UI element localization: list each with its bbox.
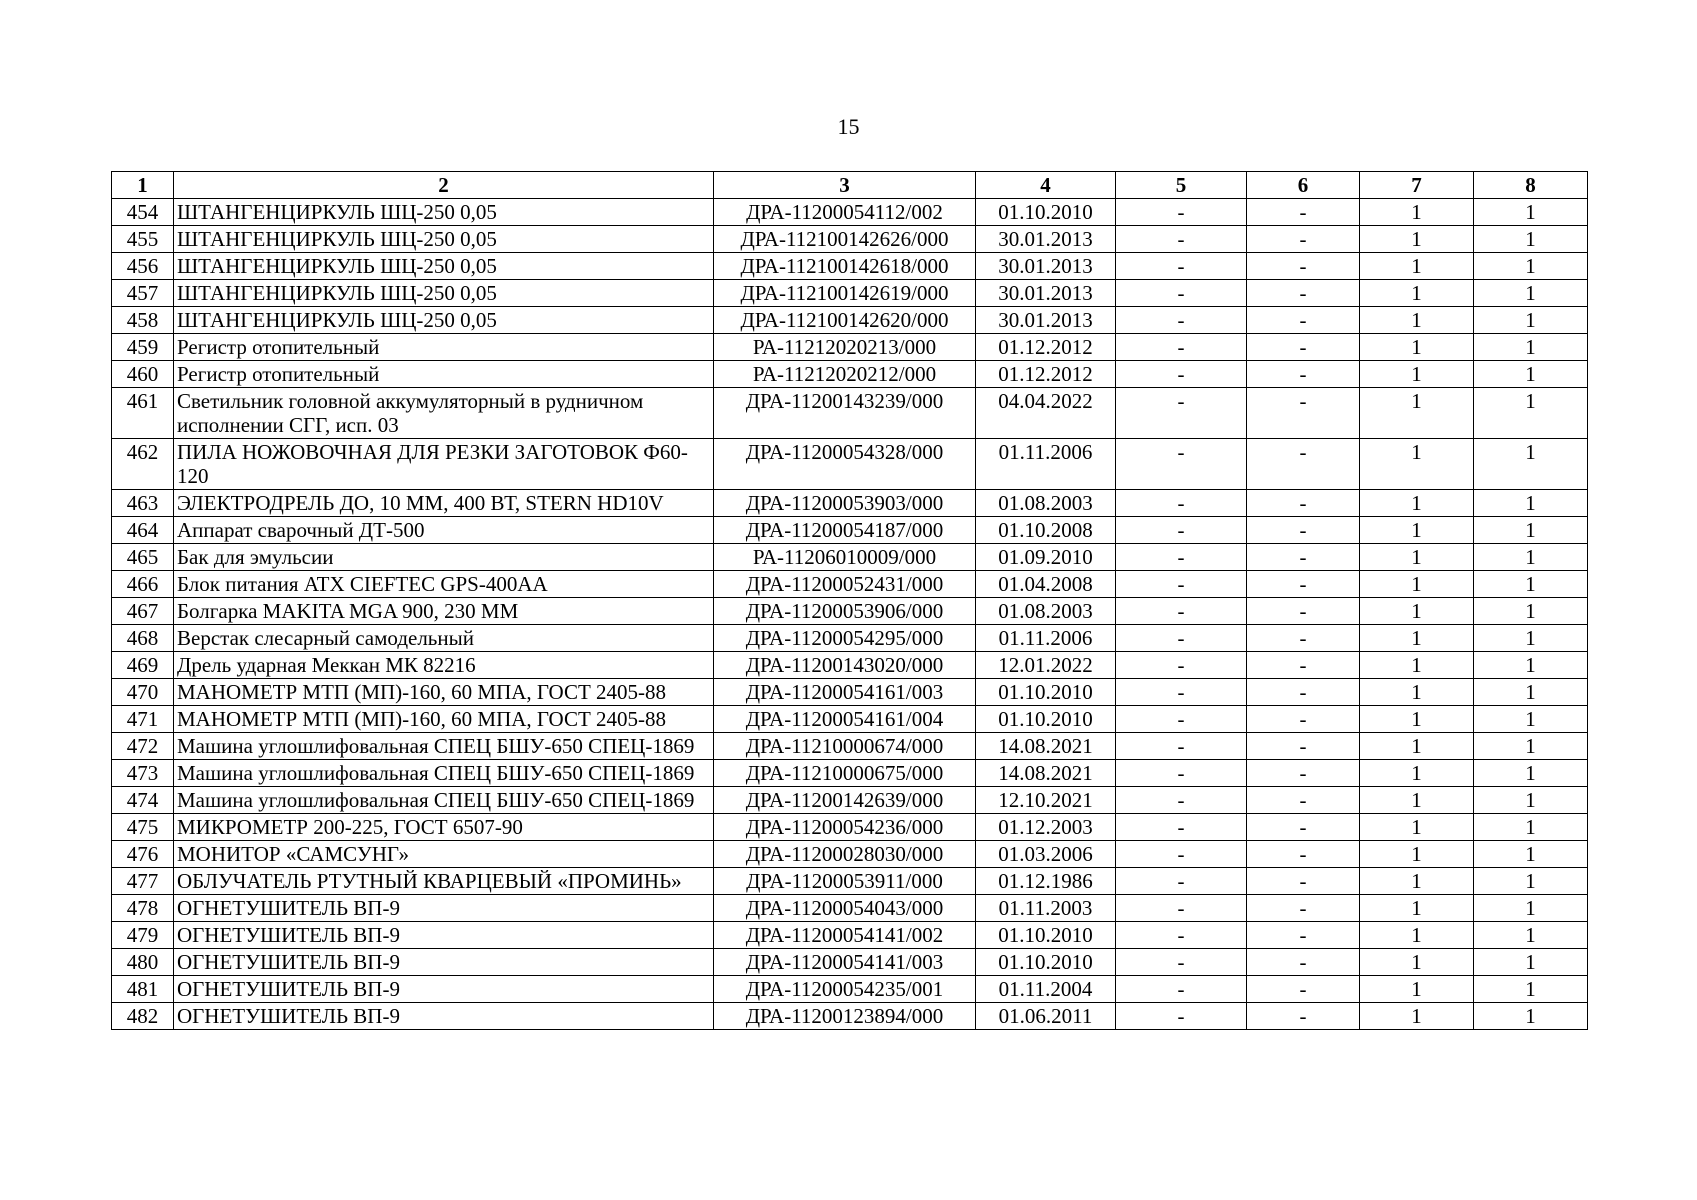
date-cell: 01.11.2004 [976,976,1116,1003]
item-name-cell: Светильник головной аккумуляторный в рудничном исполнении СГГ, исп. 03 [174,388,714,439]
column-7-cell: 1 [1360,280,1474,307]
column-5-cell: - [1116,253,1247,280]
column-8-cell: 1 [1474,490,1588,517]
column-6-cell: - [1247,922,1360,949]
inventory-code-cell: ДРА-11200053903/000 [714,490,976,517]
date-cell: 12.01.2022 [976,652,1116,679]
column-header: 3 [714,172,976,199]
column-6-cell: - [1247,814,1360,841]
column-6-cell: - [1247,307,1360,334]
column-5-cell: - [1116,922,1247,949]
row-number-cell: 460 [112,361,174,388]
column-8-cell: 1 [1474,652,1588,679]
item-name-cell: ПИЛА НОЖОВОЧНАЯ ДЛЯ РЕЗКИ ЗАГОТОВОК Ф60-120 [174,439,714,490]
column-7-cell: 1 [1360,841,1474,868]
date-cell: 01.12.2012 [976,334,1116,361]
header-row [112,172,1588,199]
column-header: 8 [1474,172,1588,199]
column-6-cell: - [1247,1003,1360,1030]
table-row [112,517,1588,544]
date-cell: 01.10.2010 [976,706,1116,733]
column-5-cell: - [1116,226,1247,253]
item-name-cell: ШТАНГЕНЦИРКУЛЬ ШЦ-250 0,05 [174,253,714,280]
column-5-cell: - [1116,652,1247,679]
date-cell: 12.10.2021 [976,787,1116,814]
column-8-cell: 1 [1474,760,1588,787]
item-name-cell: Машина углошлифовальная СПЕЦ БШУ-650 СПЕЦ-1869 [174,787,714,814]
date-cell: 01.09.2010 [976,544,1116,571]
column-7-cell: 1 [1360,787,1474,814]
column-header: 6 [1247,172,1360,199]
column-7-cell: 1 [1360,598,1474,625]
column-5-cell: - [1116,895,1247,922]
date-cell: 30.01.2013 [976,280,1116,307]
date-cell: 30.01.2013 [976,226,1116,253]
table-row [112,1003,1588,1030]
row-number-cell: 469 [112,652,174,679]
inventory-code-cell: ДРА-11200054236/000 [714,814,976,841]
date-cell: 01.08.2003 [976,598,1116,625]
column-header: 7 [1360,172,1474,199]
table-row [112,760,1588,787]
column-7-cell: 1 [1360,949,1474,976]
table-row [112,652,1588,679]
inventory-code-cell: ДРА-11200028030/000 [714,841,976,868]
date-cell: 01.04.2008 [976,571,1116,598]
inventory-code-cell: ДРА-11210000675/000 [714,760,976,787]
column-6-cell: - [1247,787,1360,814]
date-cell: 01.08.2003 [976,490,1116,517]
register-table [111,171,1588,1030]
column-5-cell: - [1116,361,1247,388]
table-row [112,868,1588,895]
column-7-cell: 1 [1360,307,1474,334]
column-8-cell: 1 [1474,1003,1588,1030]
row-number-cell: 471 [112,706,174,733]
row-number-cell: 463 [112,490,174,517]
column-7-cell: 1 [1360,922,1474,949]
item-name-cell: МОНИТОР «САМСУНГ» [174,841,714,868]
column-5-cell: - [1116,976,1247,1003]
date-cell: 01.03.2006 [976,841,1116,868]
table-row [112,253,1588,280]
column-6-cell: - [1247,652,1360,679]
inventory-code-cell: ДРА-11200142639/000 [714,787,976,814]
column-6-cell: - [1247,733,1360,760]
item-name-cell: Верстак слесарный самодельный [174,625,714,652]
date-cell: 01.10.2010 [976,949,1116,976]
item-name-cell: МАНОМЕТР МТП (МП)-160, 60 МПА, ГОСТ 2405-88 [174,706,714,733]
row-number-cell: 476 [112,841,174,868]
column-7-cell: 1 [1360,199,1474,226]
column-5-cell: - [1116,787,1247,814]
table-row [112,679,1588,706]
column-7-cell: 1 [1360,760,1474,787]
date-cell: 01.12.1986 [976,868,1116,895]
column-8-cell: 1 [1474,571,1588,598]
column-8-cell: 1 [1474,361,1588,388]
column-8-cell: 1 [1474,544,1588,571]
column-7-cell: 1 [1360,1003,1474,1030]
column-8-cell: 1 [1474,226,1588,253]
column-5-cell: - [1116,679,1247,706]
column-7-cell: 1 [1360,571,1474,598]
inventory-code-cell: ДРА-11200052431/000 [714,571,976,598]
inventory-code-cell: ДРА-11200143020/000 [714,652,976,679]
item-name-cell: Регистр отопительный [174,361,714,388]
column-7-cell: 1 [1360,388,1474,439]
column-6-cell: - [1247,226,1360,253]
column-5-cell: - [1116,625,1247,652]
date-cell: 30.01.2013 [976,307,1116,334]
column-6-cell: - [1247,253,1360,280]
column-8-cell: 1 [1474,679,1588,706]
column-6-cell: - [1247,199,1360,226]
item-name-cell: ОБЛУЧАТЕЛЬ РТУТНЫЙ КВАРЦЕВЫЙ «ПРОМИНЬ» [174,868,714,895]
inventory-code-cell: ДРА-11210000674/000 [714,733,976,760]
column-5-cell: - [1116,307,1247,334]
row-number-cell: 465 [112,544,174,571]
column-8-cell: 1 [1474,280,1588,307]
column-6-cell: - [1247,868,1360,895]
column-6-cell: - [1247,949,1360,976]
table-row [112,571,1588,598]
item-name-cell: Бак для эмульсии [174,544,714,571]
column-8-cell: 1 [1474,439,1588,490]
column-7-cell: 1 [1360,895,1474,922]
inventory-code-cell: ДРА-11200054043/000 [714,895,976,922]
column-5-cell: - [1116,334,1247,361]
date-cell: 01.10.2008 [976,517,1116,544]
row-number-cell: 470 [112,679,174,706]
inventory-code-cell: РА-11212020212/000 [714,361,976,388]
item-name-cell: ОГНЕТУШИТЕЛЬ ВП-9 [174,949,714,976]
inventory-code-cell: ДРА-112100142618/000 [714,253,976,280]
item-name-cell: Машина углошлифовальная СПЕЦ БШУ-650 СПЕЦ-1869 [174,760,714,787]
row-number-cell: 467 [112,598,174,625]
column-8-cell: 1 [1474,598,1588,625]
row-number-cell: 466 [112,571,174,598]
table-row [112,226,1588,253]
row-number-cell: 473 [112,760,174,787]
date-cell: 01.11.2006 [976,625,1116,652]
column-5-cell: - [1116,949,1247,976]
column-7-cell: 1 [1360,976,1474,1003]
row-number-cell: 480 [112,949,174,976]
inventory-code-cell: ДРА-11200054141/002 [714,922,976,949]
table-row [112,307,1588,334]
column-8-cell: 1 [1474,307,1588,334]
column-6-cell: - [1247,388,1360,439]
column-8-cell: 1 [1474,841,1588,868]
row-number-cell: 454 [112,199,174,226]
date-cell: 14.08.2021 [976,733,1116,760]
column-6-cell: - [1247,334,1360,361]
column-7-cell: 1 [1360,361,1474,388]
column-5-cell: - [1116,280,1247,307]
column-7-cell: 1 [1360,652,1474,679]
column-5-cell: - [1116,1003,1247,1030]
column-5-cell: - [1116,760,1247,787]
inventory-code-cell: ДРА-112100142619/000 [714,280,976,307]
inventory-code-cell: ДРА-112100142620/000 [714,307,976,334]
inventory-code-cell: РА-11206010009/000 [714,544,976,571]
column-6-cell: - [1247,517,1360,544]
item-name-cell: МИКРОМЕТР 200-225, ГОСТ 6507-90 [174,814,714,841]
column-8-cell: 1 [1474,253,1588,280]
row-number-cell: 482 [112,1003,174,1030]
table-row [112,841,1588,868]
item-name-cell: ОГНЕТУШИТЕЛЬ ВП-9 [174,922,714,949]
column-8-cell: 1 [1474,733,1588,760]
inventory-code-cell: ДРА-11200143239/000 [714,388,976,439]
column-6-cell: - [1247,544,1360,571]
row-number-cell: 468 [112,625,174,652]
column-7-cell: 1 [1360,544,1474,571]
column-7-cell: 1 [1360,517,1474,544]
date-cell: 01.12.2012 [976,361,1116,388]
table-row [112,334,1588,361]
column-5-cell: - [1116,868,1247,895]
date-cell: 04.04.2022 [976,388,1116,439]
column-8-cell: 1 [1474,517,1588,544]
column-5-cell: - [1116,598,1247,625]
column-8-cell: 1 [1474,949,1588,976]
column-6-cell: - [1247,841,1360,868]
column-8-cell: 1 [1474,976,1588,1003]
item-name-cell: Болгарка MAKITA MGA 900, 230 ММ [174,598,714,625]
item-name-cell: ОГНЕТУШИТЕЛЬ ВП-9 [174,1003,714,1030]
date-cell: 01.11.2003 [976,895,1116,922]
item-name-cell: ЭЛЕКТРОДРЕЛЬ ДО, 10 ММ, 400 ВТ, STERN HD10V [174,490,714,517]
inventory-code-cell: ДРА-11200054235/001 [714,976,976,1003]
date-cell: 01.12.2003 [976,814,1116,841]
column-8-cell: 1 [1474,868,1588,895]
column-6-cell: - [1247,760,1360,787]
column-6-cell: - [1247,976,1360,1003]
column-6-cell: - [1247,571,1360,598]
column-header: 5 [1116,172,1247,199]
table-row [112,706,1588,733]
table-row [112,895,1588,922]
table-row [112,922,1588,949]
item-name-cell: Дрель ударная Меккан МК 82216 [174,652,714,679]
column-7-cell: 1 [1360,490,1474,517]
row-number-cell: 464 [112,517,174,544]
column-8-cell: 1 [1474,388,1588,439]
table-row [112,814,1588,841]
item-name-cell: Машина углошлифовальная СПЕЦ БШУ-650 СПЕЦ-1869 [174,733,714,760]
table-row [112,490,1588,517]
row-number-cell: 481 [112,976,174,1003]
item-name-cell: МАНОМЕТР МТП (МП)-160, 60 МПА, ГОСТ 2405-88 [174,679,714,706]
table-row [112,544,1588,571]
column-8-cell: 1 [1474,199,1588,226]
column-5-cell: - [1116,544,1247,571]
item-name-cell: Аппарат сварочный ДТ-500 [174,517,714,544]
inventory-code-cell: ДРА-11200054141/003 [714,949,976,976]
row-number-cell: 461 [112,388,174,439]
table-row [112,949,1588,976]
column-7-cell: 1 [1360,253,1474,280]
inventory-code-cell: ДРА-11200054295/000 [714,625,976,652]
column-5-cell: - [1116,571,1247,598]
column-header: 2 [174,172,714,199]
row-number-cell: 478 [112,895,174,922]
column-5-cell: - [1116,490,1247,517]
date-cell: 01.06.2011 [976,1003,1116,1030]
column-header: 1 [112,172,174,199]
item-name-cell: ШТАНГЕНЦИРКУЛЬ ШЦ-250 0,05 [174,226,714,253]
row-number-cell: 474 [112,787,174,814]
column-7-cell: 1 [1360,334,1474,361]
row-number-cell: 457 [112,280,174,307]
column-8-cell: 1 [1474,334,1588,361]
page-number: 15 [837,114,860,139]
inventory-code-cell: ДРА-11200053911/000 [714,868,976,895]
row-number-cell: 459 [112,334,174,361]
column-5-cell: - [1116,388,1247,439]
inventory-code-cell: РА-11212020213/000 [714,334,976,361]
column-6-cell: - [1247,706,1360,733]
column-7-cell: 1 [1360,868,1474,895]
item-name-cell: Блок питания ATX CIEFTEC GPS-400AA [174,571,714,598]
column-8-cell: 1 [1474,814,1588,841]
column-6-cell: - [1247,439,1360,490]
column-6-cell: - [1247,598,1360,625]
column-5-cell: - [1116,517,1247,544]
table-row [112,280,1588,307]
column-8-cell: 1 [1474,625,1588,652]
row-number-cell: 456 [112,253,174,280]
column-8-cell: 1 [1474,895,1588,922]
row-number-cell: 472 [112,733,174,760]
date-cell: 01.10.2010 [976,199,1116,226]
column-8-cell: 1 [1474,922,1588,949]
inventory-code-cell: ДРА-11200054112/002 [714,199,976,226]
table-row [112,388,1588,439]
column-8-cell: 1 [1474,706,1588,733]
inventory-code-cell: ДРА-11200054161/003 [714,679,976,706]
column-6-cell: - [1247,280,1360,307]
item-name-cell: ОГНЕТУШИТЕЛЬ ВП-9 [174,895,714,922]
item-name-cell: ОГНЕТУШИТЕЛЬ ВП-9 [174,976,714,1003]
table-row [112,976,1588,1003]
column-6-cell: - [1247,679,1360,706]
table-row [112,199,1588,226]
table-body [112,199,1588,1030]
table-row [112,598,1588,625]
table-row [112,787,1588,814]
column-7-cell: 1 [1360,733,1474,760]
item-name-cell: Регистр отопительный [174,334,714,361]
column-7-cell: 1 [1360,706,1474,733]
inventory-code-cell: ДРА-11200054328/000 [714,439,976,490]
column-7-cell: 1 [1360,679,1474,706]
item-name-cell: ШТАНГЕНЦИРКУЛЬ ШЦ-250 0,05 [174,199,714,226]
table-row [112,361,1588,388]
inventory-code-cell: ДРА-112100142626/000 [714,226,976,253]
column-header: 4 [976,172,1116,199]
column-6-cell: - [1247,490,1360,517]
date-cell: 14.08.2021 [976,760,1116,787]
column-6-cell: - [1247,895,1360,922]
table-row [112,733,1588,760]
column-8-cell: 1 [1474,787,1588,814]
row-number-cell: 462 [112,439,174,490]
table-row [112,439,1588,490]
inventory-code-cell: ДРА-11200123894/000 [714,1003,976,1030]
row-number-cell: 475 [112,814,174,841]
column-6-cell: - [1247,361,1360,388]
column-7-cell: 1 [1360,625,1474,652]
item-name-cell: ШТАНГЕНЦИРКУЛЬ ШЦ-250 0,05 [174,280,714,307]
inventory-code-cell: ДРА-11200053906/000 [714,598,976,625]
date-cell: 30.01.2013 [976,253,1116,280]
inventory-code-cell: ДРА-11200054187/000 [714,517,976,544]
row-number-cell: 458 [112,307,174,334]
column-7-cell: 1 [1360,814,1474,841]
column-5-cell: - [1116,199,1247,226]
date-cell: 01.10.2010 [976,922,1116,949]
column-5-cell: - [1116,733,1247,760]
column-7-cell: 1 [1360,226,1474,253]
table-row [112,625,1588,652]
column-5-cell: - [1116,814,1247,841]
column-5-cell: - [1116,706,1247,733]
column-5-cell: - [1116,841,1247,868]
row-number-cell: 455 [112,226,174,253]
row-number-cell: 479 [112,922,174,949]
inventory-code-cell: ДРА-11200054161/004 [714,706,976,733]
row-number-cell: 477 [112,868,174,895]
date-cell: 01.10.2010 [976,679,1116,706]
column-5-cell: - [1116,439,1247,490]
column-7-cell: 1 [1360,439,1474,490]
date-cell: 01.11.2006 [976,439,1116,490]
item-name-cell: ШТАНГЕНЦИРКУЛЬ ШЦ-250 0,05 [174,307,714,334]
column-6-cell: - [1247,625,1360,652]
